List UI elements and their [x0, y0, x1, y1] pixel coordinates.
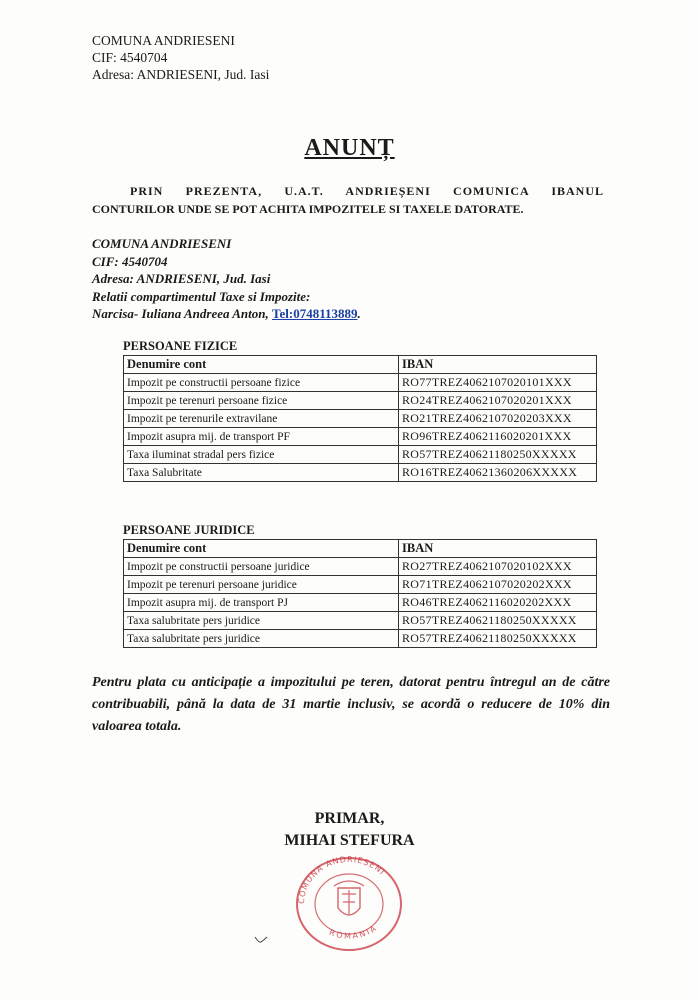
- account-name: Impozit asupra mij. de transport PJ: [124, 594, 399, 612]
- section-persoane-juridice: [123, 522, 597, 648]
- column-header-iban: IBAN: [399, 540, 597, 558]
- iban-table-fizice: [123, 355, 597, 482]
- signature-name: MIHAI STEFURA: [284, 832, 415, 849]
- contact-cif: CIF: 4540704: [92, 253, 168, 269]
- handwritten-mark-icon: [254, 936, 268, 944]
- iban-value: RO71TREZ4062107020202XXX: [399, 576, 597, 594]
- coat-of-arms-icon: [334, 881, 364, 915]
- contact-address: Adresa: ANDRIESENI, Jud. Iasi: [92, 271, 271, 286]
- stamp-bottom-text: ROMANIA: [327, 922, 380, 941]
- table-row: [124, 576, 597, 594]
- iban-table-juridice: [123, 539, 597, 648]
- contact-phone-link[interactable]: Tel:0748113889: [272, 306, 358, 321]
- contact-commune: COMUNA ANDRIESENI: [92, 236, 232, 251]
- table-row: [124, 630, 597, 648]
- account-name: Impozit pe terenuri persoane juridice: [124, 576, 399, 594]
- account-name: Taxa salubritate pers juridice: [124, 612, 399, 630]
- letterhead: [92, 32, 269, 83]
- iban-value: RO57TREZ40621180250XXXXX: [399, 446, 597, 464]
- account-name: Impozit pe terenuri persoane fizice: [124, 392, 399, 410]
- table-row: [124, 374, 597, 392]
- section-persoane-fizice: [123, 338, 597, 482]
- table-row: [124, 558, 597, 576]
- section-title-juridice: PERSOANE JURIDICE: [123, 523, 255, 537]
- column-header-account: Denumire cont: [124, 540, 399, 558]
- contact-person-name: Narcisa- Iuliana Andreea Anton,: [92, 306, 269, 321]
- account-name: Impozit pe terenurile extravilane: [124, 410, 399, 428]
- contact-dot: .: [357, 306, 361, 321]
- table-row: [124, 612, 597, 630]
- column-header-iban: IBAN: [399, 356, 597, 374]
- iban-value: RO27TREZ4062107020102XXX: [399, 558, 597, 576]
- official-stamp: [286, 852, 412, 952]
- table-row: [124, 594, 597, 612]
- iban-value: RO46TREZ4062116020202XXX: [399, 594, 597, 612]
- contact-block: [92, 235, 361, 323]
- account-name: Taxa iluminat stradal pers fizice: [124, 446, 399, 464]
- letterhead-address: Adresa: ANDRIESENI, Jud. Iasi: [92, 67, 270, 82]
- iban-value: RO57TREZ40621180250XXXXX: [399, 630, 597, 648]
- iban-value: RO57TREZ40621180250XXXXX: [399, 612, 597, 630]
- iban-value: RO24TREZ4062107020201XXX: [399, 392, 597, 410]
- table-row: [124, 392, 597, 410]
- account-name: Impozit asupra mij. de transport PF: [124, 428, 399, 446]
- intro-line-1: PRIN PREZENTA, U.A.T. ANDRIEȘENI COMUNICA IBANUL: [130, 184, 604, 198]
- table-header-row: [124, 540, 597, 558]
- iban-value: RO77TREZ4062107020101XXX: [399, 374, 597, 392]
- table-row: [124, 464, 597, 482]
- document-title: ANUNȚ: [304, 135, 395, 161]
- signature-role: PRIMAR,: [314, 810, 385, 827]
- iban-value: RO96TREZ4062116020201XXX: [399, 428, 597, 446]
- intro-line-2: CONTURILOR UNDE SE POT ACHITA IMPOZITELE SI TAXELE DATORATE.: [92, 202, 524, 216]
- table-header-row: [124, 356, 597, 374]
- letterhead-cif: CIF: 4540704: [92, 50, 168, 65]
- account-name: Taxa Salubritate: [124, 464, 399, 482]
- table-row: [124, 428, 597, 446]
- intro-paragraph: [92, 182, 604, 218]
- iban-value: RO16TREZ40621360206XXXXX: [399, 464, 597, 482]
- section-title-fizice: PERSOANE FIZICE: [123, 339, 238, 353]
- contact-person: [92, 305, 361, 323]
- discount-note: Pentru plata cu anticipație a impozitului pe teren, datorat pentru întregul an de către contribuabili, până la data de 31 martie inclusiv, se acordă o reducere de 10% din valoarea totala.: [92, 675, 610, 734]
- stamp-top-text: COMUNA ANDRIESENI: [296, 854, 387, 905]
- account-name: Impozit pe constructii persoane juridice: [124, 558, 399, 576]
- account-name: Impozit pe constructii persoane fizice: [124, 374, 399, 392]
- contact-department: Relatii compartimentul Taxe si Impozite:: [92, 288, 311, 304]
- table-row: [124, 410, 597, 428]
- account-name: Taxa salubritate pers juridice: [124, 630, 399, 648]
- column-header-account: Denumire cont: [124, 356, 399, 374]
- letterhead-commune: COMUNA ANDRIESENI: [92, 33, 235, 48]
- table-row: [124, 446, 597, 464]
- iban-value: RO21TREZ4062107020203XXX: [399, 410, 597, 428]
